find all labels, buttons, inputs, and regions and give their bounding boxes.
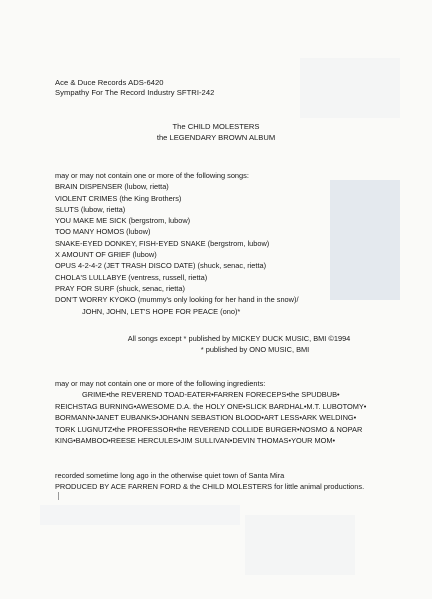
bleed-through-mark	[300, 58, 400, 118]
publishing-line: * published by ONO MUSIC, BMI	[200, 345, 310, 354]
bleed-through-mark	[40, 505, 240, 525]
ingredients-line: REICHSTAG BURNING•AWESOME D.A. the HOLY ONE•SLICK BARDHAL•M.T. LUBOTOMY•	[55, 401, 367, 411]
song-item: CHOLA'S LULLABYE (ventress, russell, rietta)	[55, 272, 208, 282]
song-list	[55, 170, 299, 317]
album-title: the LEGENDARY BROWN ALBUM	[156, 133, 276, 142]
song-item: VIOLENT CRIMES (the King Brothers)	[55, 193, 182, 203]
ingredients-list	[55, 378, 366, 446]
song-item: SLUTS (lubow, rietta)	[55, 204, 126, 214]
recording-credits	[55, 470, 364, 492]
label-line: Sympathy For The Record Industry SFTRI-242	[55, 88, 215, 98]
bleed-through-mark	[245, 515, 355, 575]
song-item: JOHN, JOHN, LET'S HOPE FOR PEACE (ono)*	[82, 306, 241, 316]
recorded-line: recorded sometime long ago in the otherwise quiet town of Santa Mira	[55, 471, 285, 480]
song-item: PRAY FOR SURF (shuck, senac, rietta)	[55, 283, 185, 293]
publishing-credits	[0, 333, 432, 355]
album-title-block	[0, 121, 432, 143]
band-name: The CHILD MOLESTERS	[172, 122, 260, 131]
song-item: DON'T WORRY KYOKO (mummy's only looking for her hand in the snow)/	[55, 295, 299, 305]
ingredients-intro: may or may not contain one or more of the following ingredients:	[55, 379, 266, 388]
ingredients-line: BORMANN•JANET EUBANKS•JOHANN SEBASTION BLOOD•ART LESS•ARK WELDING•	[55, 413, 357, 423]
song-list-intro: may or may not contain one or more of the following songs:	[55, 171, 249, 180]
producer-line: PRODUCED BY ACE FARREN FORD & the CHILD MOLESTERS for little animal productions.	[55, 482, 365, 491]
label-catalog-block	[55, 78, 214, 99]
label-line: Ace & Duce Records ADS-6420	[55, 78, 164, 87]
song-item: OPUS 4-2-4-2 (JET TRASH DISCO DATE) (shuck, senac, rietta)	[55, 261, 267, 271]
pen-mark	[58, 492, 59, 500]
ingredients-line: GRIME•the REVEREND TOAD-EATER•FARREN FORECEPS•the SPUDBUB•	[82, 390, 340, 400]
song-item: TOO MANY HOMOS (lubow)	[55, 227, 151, 237]
song-item: YOU MAKE ME SICK (bergstrom, lubow)	[55, 216, 191, 226]
ingredients-line: KING•BAMBOO•REESE HERCULES•JIM SULLIVAN•DEVIN THOMAS•YOUR MOM•	[55, 436, 336, 446]
song-item: SNAKE-EYED DONKEY, FISH-EYED SNAKE (bergstrom, lubow)	[55, 238, 270, 248]
bleed-through-mark	[330, 180, 400, 300]
song-item: BRAIN DISPENSER (lubow, rietta)	[55, 182, 169, 192]
song-item: X AMOUNT OF GRIEF (lubow)	[55, 250, 157, 260]
ingredients-line: TORK LUGNUTZ•the PROFESSOR•the REVEREND COLLIDE BURGER•NOSMO & NOPAR	[55, 424, 363, 434]
publishing-line: All songs except * published by MICKEY DUCK MUSIC, BMI ©1994	[127, 334, 351, 343]
